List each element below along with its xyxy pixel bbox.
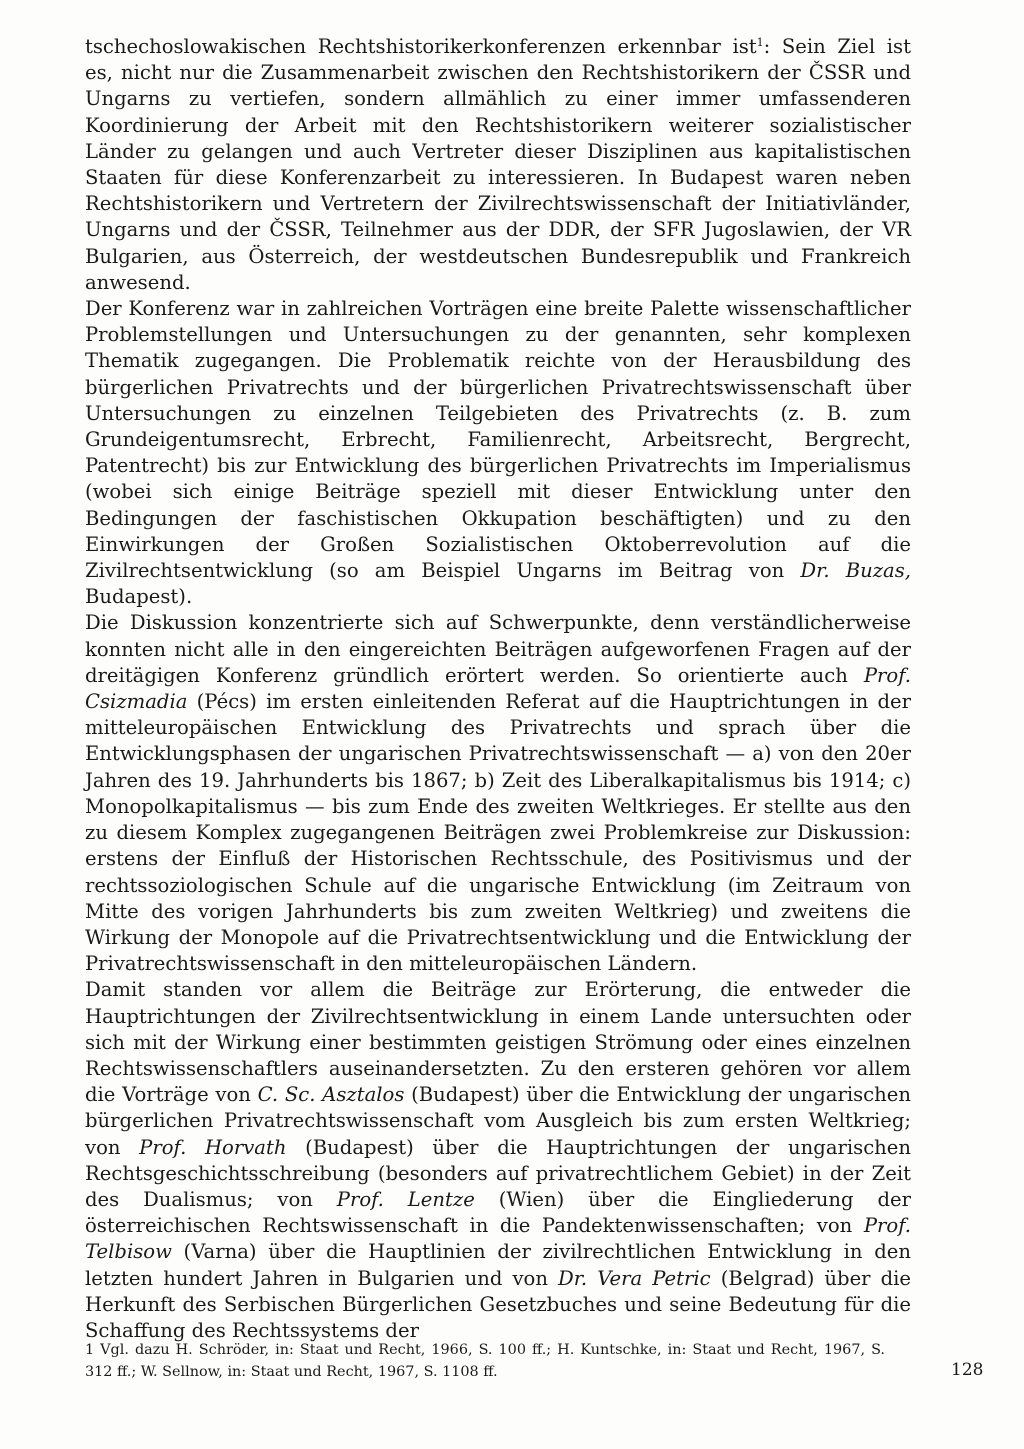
text-run: Der Konferenz war in zahlreichen Vorträgen eine breite Palette wissenschaftlicher Problemstellungen und Untersuchungen zu der genannten, sehr komplexen Thematik zugegangen. Die Problematik reichte von der Herausbildung des bürgerlichen Privatrechts und der bürgerlichen Privatrechtswissenschaft über Untersuchungen zu einzelnen Teilgebieten des Privatrechts (z. B. zum Grundeigentumsrecht, Erbrecht, Familienrecht, Arbeitsrecht, Bergrecht, Patentrecht) bis zur Entwicklung des bürgerlichen Privatrechts im Imperialismus (wobei sich einige Beiträge speziell mit dieser Entwicklung unter den Bedingungen der faschistischen Okkupation beschäftigten) und zu den Einwirkungen der Großen Sozialistischen Oktoberrevolution auf die Zivilrechtsentwicklung (so am Beispiel Ungarns im Beitrag von bbox=[85, 297, 911, 583]
paragraph bbox=[85, 34, 911, 296]
text-run: Damit standen vor allem die Beiträge zur Erörterung, die entweder die Hauptrichtungen der Zivilrechtsentwicklung in einem Lande untersuchten oder sich mit der Wirkung einer bestimmten geistigen Strömung oder eines einzelnen Rechtswissenschaftlers auseinandersetzten. Zu den ersteren gehören vor allem die Vorträge von bbox=[85, 978, 911, 1107]
emphasized-name: Dr. Vera Petric bbox=[558, 1266, 711, 1290]
emphasized-name: Prof. Lentze bbox=[336, 1187, 475, 1211]
text-run: Die Diskussion konzentrierte sich auf Schwerpunkte, denn verständlicherweise konnten nicht alle in den eingereichten Beiträgen aufgeworfenen Fragen auf der dreitägigen Konferenz gründlich erörtert werden. So orientierte auch bbox=[85, 611, 911, 687]
text-run: : Sein Ziel ist es, nicht nur die Zusammenarbeit zwischen den Rechtshistorikern der ČSSR und Ungarns zu vertiefen, sondern allmählich zu einer immer umfassenderen Koordinierung der Arbeit mit den Rechtshistorikern weiterer sozialistischer Länder zu gelangen und auch Vertreter dieser Disziplinen aus kapitalistischen Staaten für diese Konferenzarbeit zu interessieren. In Budapest waren neben Rechtshistorikern und Vertretern der Zivilrechtswissenschaft der Initiativländer, Ungarns und der ČSSR, Teilnehmer aus der DDR, der SFR Jugoslawien, der VR Bulgarien, aus Österreich, der westdeutschen Bundesrepublik und Frankreich anwesend. bbox=[85, 35, 911, 294]
paragraph bbox=[85, 610, 911, 977]
paragraph bbox=[85, 296, 911, 610]
emphasized-name: Prof. Telbisow bbox=[85, 1214, 911, 1264]
footnote-reference: 1 bbox=[756, 36, 764, 49]
footnote-mark: 1 bbox=[85, 1342, 95, 1358]
footnote-text: Vgl. dazu H. Schröder, in: Staat und Recht, 1966, S. 100 ff.; H. Kuntschke, in: Staat und Recht, 1967, S. 312 ff.; W. Sellnow, in: Staat und Recht, 1967, S. 1108 ff. bbox=[85, 1342, 885, 1380]
document-page bbox=[85, 34, 911, 1344]
emphasized-name: Dr. Buzas, bbox=[800, 559, 911, 583]
text-run: (Belgrad) über die Herkunft des Serbischen Bürgerlichen Gesetzbuches und seine Bedeutung für die Schaffung des Rechtssystems der bbox=[85, 1266, 912, 1342]
text-run: (Budapest) über die Hauptrichtungen der ungarischen Rechtsgeschichtsschreibung (besonders auf privatrechtlichem Gebiet) in der Zeit des Dualismus; von bbox=[85, 1135, 911, 1211]
paragraph bbox=[85, 977, 911, 1344]
text-run: (Budapest) über die Entwicklung der ungarischen bürgerlichen Privatrechtswissenschaft vom Ausgleich bis zum ersten Weltkrieg; von bbox=[85, 1083, 911, 1159]
text-run: (Varna) über die Hauptlinien der zivilrechtlichen Entwicklung in den letzten hundert Jahren in Bulgarien und von bbox=[85, 1240, 911, 1290]
page-number: 128 bbox=[951, 1360, 984, 1380]
footnote bbox=[85, 1339, 885, 1383]
text-run: Budapest). bbox=[85, 585, 193, 609]
text-run: (Pécs) im ersten einleitenden Referat auf die Hauptrichtungen in der mitteleuropäischen Entwicklung des Privatrechts und sprach über die Entwicklungsphasen der ungarischen Privatrechtswissenschaft — a) von den 20er Jahren des 19. Jahrhunderts bis 1867; b) Zeit des Liberalkapitalismus bis 1914; c) Monopolkapitalismus — bis zum Ende des zweiten Weltkrieges. Er stellte aus den zu diesem Komplex zugegangenen Beiträgen zwei Problemkreise zur Diskussion: erstens der Einfluß der Historischen Rechtsschule, des Positivismus und der rechtssoziologischen Schule auf die ungarische Entwicklung (im Zeitraum von Mitte des vorigen Jahrhunderts bis zum zweiten Weltkrieg) und zweitens die Wirkung der Monopole auf die Privatrechtsentwicklung und die Entwicklung der Privatrechtswissenschaft in den mitteleuropäischen Ländern. bbox=[85, 690, 911, 976]
emphasized-name: Prof. Horvath bbox=[139, 1135, 287, 1159]
emphasized-name: Prof. Csizmadia bbox=[85, 663, 911, 714]
body-text bbox=[85, 34, 911, 1344]
text-run: (Wien) über die Eingliederung der österreichischen Rechtswissenschaft in die Pandektenwissenschaften; von bbox=[85, 1187, 911, 1238]
emphasized-name: C. Sc. Asztalos bbox=[257, 1083, 405, 1107]
text-run: tschechoslowakischen Rechtshistorikerkonferenzen erkennbar ist bbox=[85, 35, 757, 58]
